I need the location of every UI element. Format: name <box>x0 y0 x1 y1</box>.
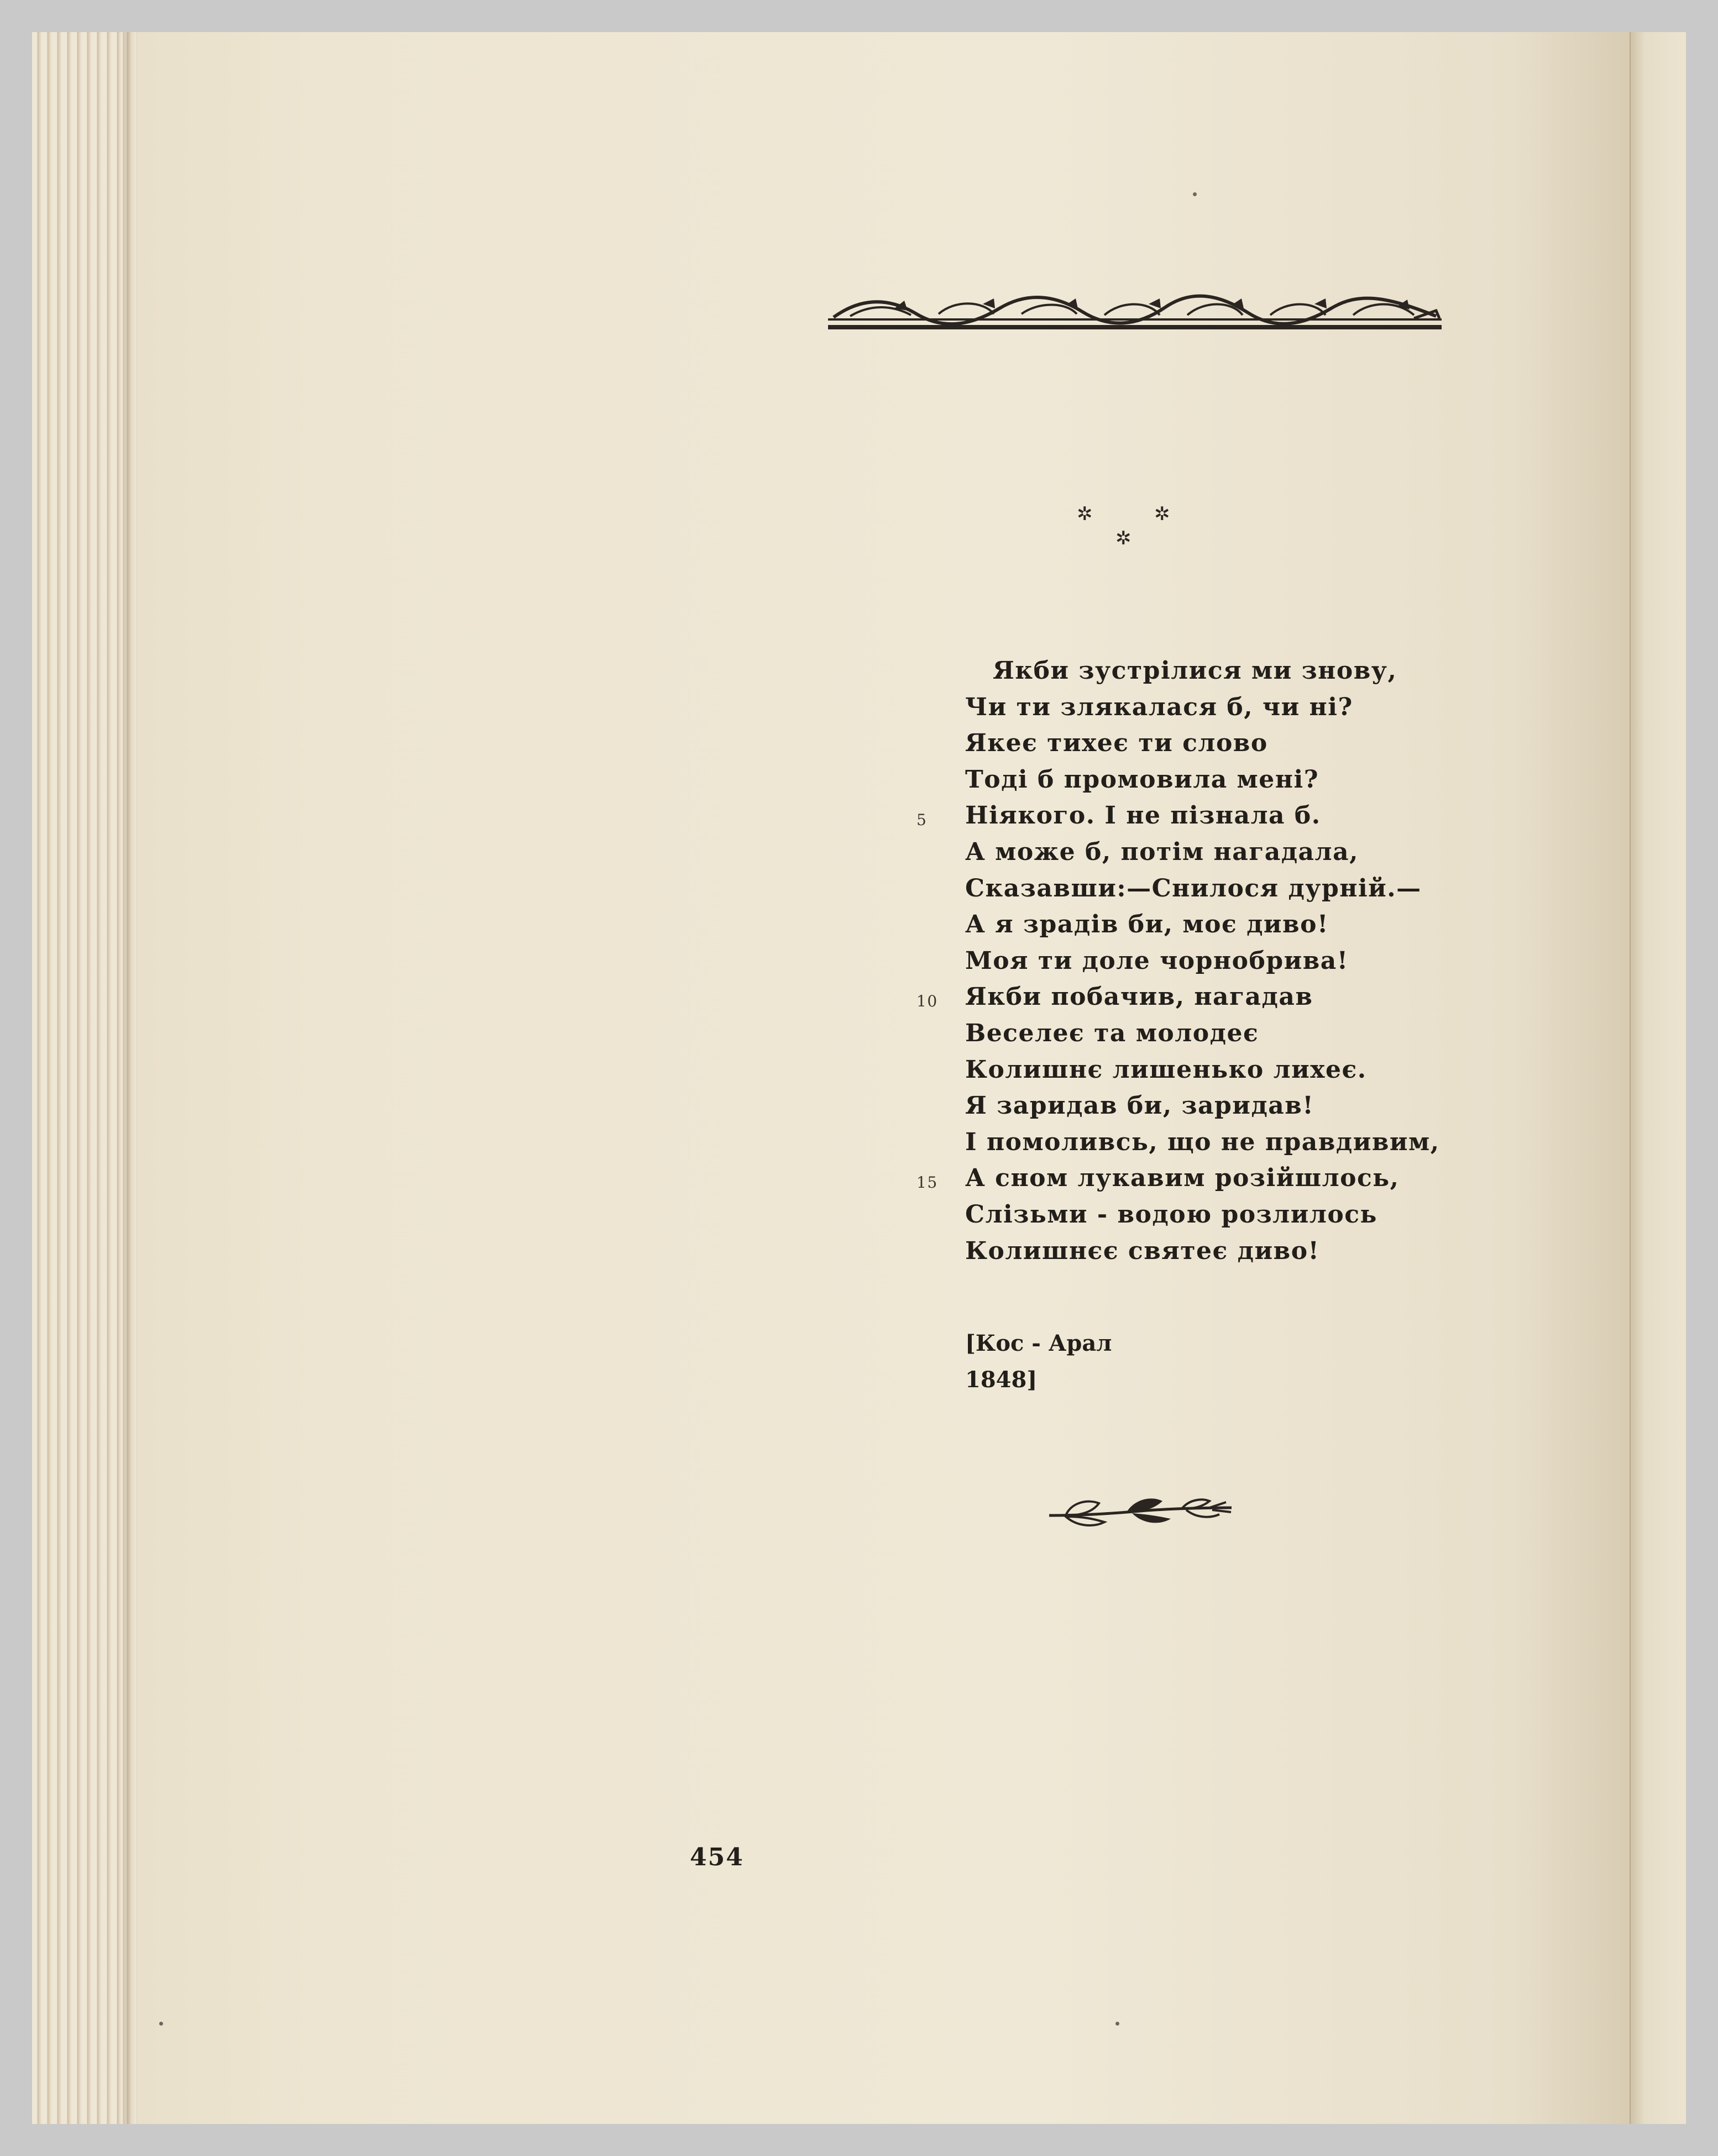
poem-line-text: Якеє тихеє ти слово <box>965 729 1268 758</box>
poem-line <box>965 870 1440 907</box>
poem-line-text: Якби побачив, нагадав <box>965 983 1313 1011</box>
poem-line-text: А сном лукавим розійшлось, <box>965 1164 1400 1193</box>
place-note: [Кос - Арал <box>965 1330 1112 1356</box>
page-edges-stack <box>32 32 137 2124</box>
page-number: 454 <box>690 1843 744 1871</box>
poem-line <box>965 943 1440 979</box>
poem-line <box>965 834 1440 870</box>
place-date-note <box>965 1325 1112 1398</box>
paper-speck <box>1115 2022 1119 2026</box>
poem-line-text: Колишнєє святеє диво! <box>965 1236 1320 1265</box>
year-note: 1848] <box>965 1367 1038 1393</box>
poem-line-text: І помоливсь, що не правдивим, <box>965 1127 1440 1156</box>
poem-line <box>965 1233 1440 1270</box>
poem-line <box>916 1160 1440 1197</box>
paper-speck <box>1193 192 1197 196</box>
section-asterism <box>1077 505 1182 560</box>
adjacent-page-edge <box>1630 32 1686 2124</box>
paper-speck <box>159 2022 163 2026</box>
line-number: 15 <box>916 1173 938 1192</box>
poem-line <box>965 1124 1440 1161</box>
poem-line-text: А може б, потім нагадала, <box>965 837 1359 866</box>
poem-line <box>965 653 1440 689</box>
poem-line-text: Слізьми - водою розлилось <box>965 1200 1377 1229</box>
poem-line-text: Тоді б промовила мені? <box>965 765 1319 794</box>
star-icon: ✲ <box>1154 503 1170 525</box>
poem-line <box>965 689 1440 726</box>
poem-line <box>965 725 1440 762</box>
poem <box>916 653 1440 1269</box>
book-page <box>137 32 1630 2124</box>
star-icon: ✲ <box>1077 503 1093 525</box>
scanned-book-spread <box>32 32 1686 2124</box>
poem-line-text: Ніякого. І не пізнала б. <box>965 801 1321 830</box>
poem-line <box>965 906 1440 943</box>
poem-line-text: Якби зустрілися ми знову, <box>993 657 1397 685</box>
poem-line-text: Веселеє та молодеє <box>965 1019 1259 1047</box>
poem-line-text: Я заридав би, заридав! <box>965 1092 1314 1120</box>
poem-line-text: Сказавши:—Снилося дурній.— <box>965 874 1422 903</box>
poem-line <box>916 798 1440 834</box>
poem-line <box>965 1052 1440 1088</box>
star-icon: ✲ <box>1115 527 1132 549</box>
poem-line <box>965 1015 1440 1052</box>
poem-line <box>965 1088 1440 1124</box>
line-number: 10 <box>916 992 938 1011</box>
poem-line-text: Колишнє лишенько лихеє. <box>965 1055 1367 1084</box>
leaf-tailpiece-ornament <box>1044 1491 1237 1531</box>
poem-line <box>965 1197 1440 1233</box>
poem-line <box>916 979 1440 1015</box>
poem-line <box>965 762 1440 798</box>
line-number: 5 <box>916 811 928 830</box>
floral-headpiece-ornament <box>828 292 1442 336</box>
poem-line-text: Чи ти злякалася б, чи ні? <box>965 693 1353 721</box>
poem-line-text: Моя ти доле чорнобрива! <box>965 946 1349 975</box>
poem-line-text: А я зрадів би, моє диво! <box>965 910 1329 939</box>
